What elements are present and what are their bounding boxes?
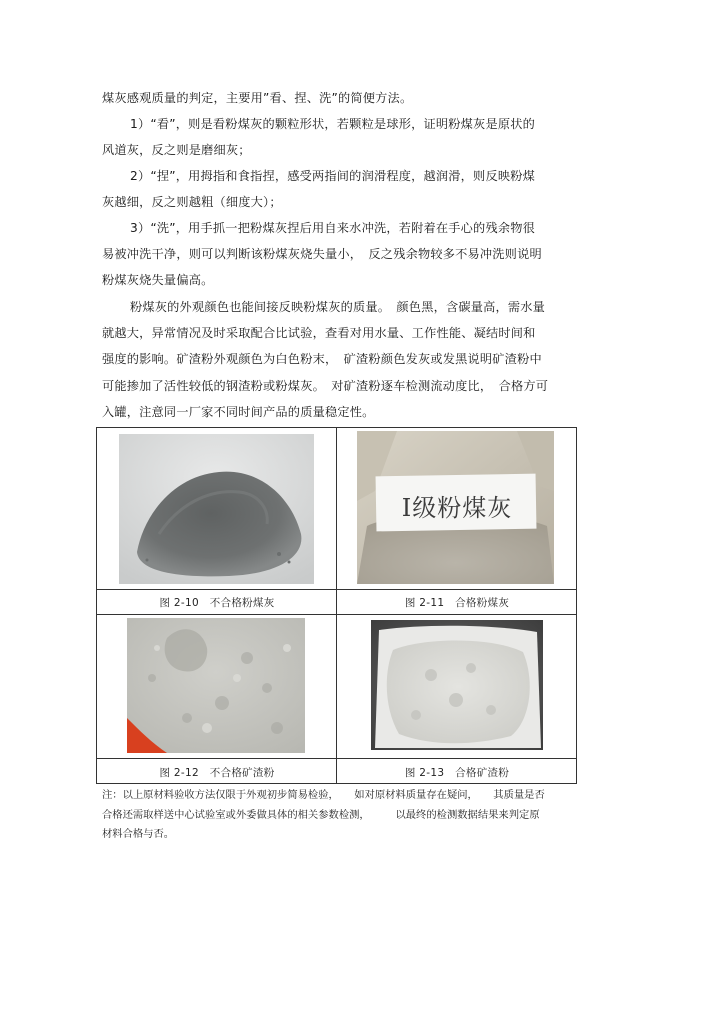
text-line: 入罐，注意同一厂家不同时间产品的质量稳定性。 [102, 404, 375, 419]
grid-divider [97, 614, 576, 615]
slag-powder-heap-image [127, 618, 305, 753]
paragraph-color [102, 294, 580, 425]
text-line: 风道灰，反之则是磨细灰； [102, 143, 251, 158]
caption-fig-2-11: 图 2-11 合格粉煤灰 [404, 597, 510, 609]
photo-qualified-slag-powder [371, 620, 543, 750]
text-line: 粉煤灰烧失量偏高。 [102, 273, 214, 288]
text-line: 可能掺加了活性较低的钢渣粉或粉煤灰。 对矿渣粉逐车检测流动度比， 合格方可 [102, 378, 549, 393]
caption-fig-2-10: 图 2-10 不合格粉煤灰 [159, 597, 275, 609]
footnote-line: 合格还需取样送中心试验室或外委做具体的相关参数检测， 以最终的检测数据结果来判定原 [102, 808, 540, 821]
text-line: 粉煤灰的外观颜色也能间接反映粉煤灰的质量。 颜色黑，含碳量高，需水量 [130, 300, 546, 314]
caption-fig-2-12: 图 2-12 不合格矿渣粉 [159, 767, 275, 779]
footnote-line: 材料合格与否。 [102, 828, 175, 840]
text-line: 3）“洗”，用手抓一把粉煤灰捏后用自来水冲洗，若附着在手心的残余物很 [130, 221, 535, 235]
text-line: 灰越细，反之则越粗（细度大）； [102, 195, 282, 210]
figure-grid [96, 427, 577, 784]
photo-unqualified-fly-ash [119, 434, 314, 584]
caption-fig-2-13: 图 2-13 合格矿渣粉 [404, 767, 510, 779]
text-line: 2）“捏”，用拇指和食指捏，感受两指间的润滑程度，越润滑，则反映粉煤 [130, 169, 535, 183]
fly-ash-grade-sign: Ⅰ级粉煤灰 [401, 494, 513, 522]
text-line: 易被冲洗干净，则可以判断该粉煤灰烧失量小， 反之残余物较多不易冲洗则说明 [102, 247, 542, 262]
fly-ash-pile-image [119, 434, 314, 584]
footnote [102, 786, 577, 845]
paragraph-pinch [102, 163, 580, 215]
text-line: 强度的影响。矿渣粉外观颜色为白色粉末， 矿渣粉颜色发灰或发黑说明矿渣粉中 [102, 352, 542, 367]
slag-powder-bag-image [371, 620, 543, 750]
footnote-line: 注：以上原材料验收方法仅限于外观初步简易检验， 如对原材料质量存在疑问， 其质量是否 [102, 789, 545, 801]
grid-divider [97, 758, 576, 759]
paragraph-intro [102, 85, 580, 111]
paragraph-wash [102, 215, 580, 294]
text-line: 就越大，异常情况及时采取配合比试验，查看对用水量、工作性能、凝结时间和 [102, 326, 536, 341]
photo-qualified-fly-ash [357, 431, 554, 584]
grid-divider [97, 589, 576, 590]
text-line: 煤灰感观质量的判定，主要用”看、捏、洗”的简便方法。 [102, 91, 413, 105]
text-line: 1）“看”，则是看粉煤灰的颗粒形状，若颗粒是球形，证明粉煤灰是原状的 [130, 117, 535, 131]
photo-unqualified-slag-powder [127, 618, 305, 753]
paragraph-look [102, 111, 580, 163]
